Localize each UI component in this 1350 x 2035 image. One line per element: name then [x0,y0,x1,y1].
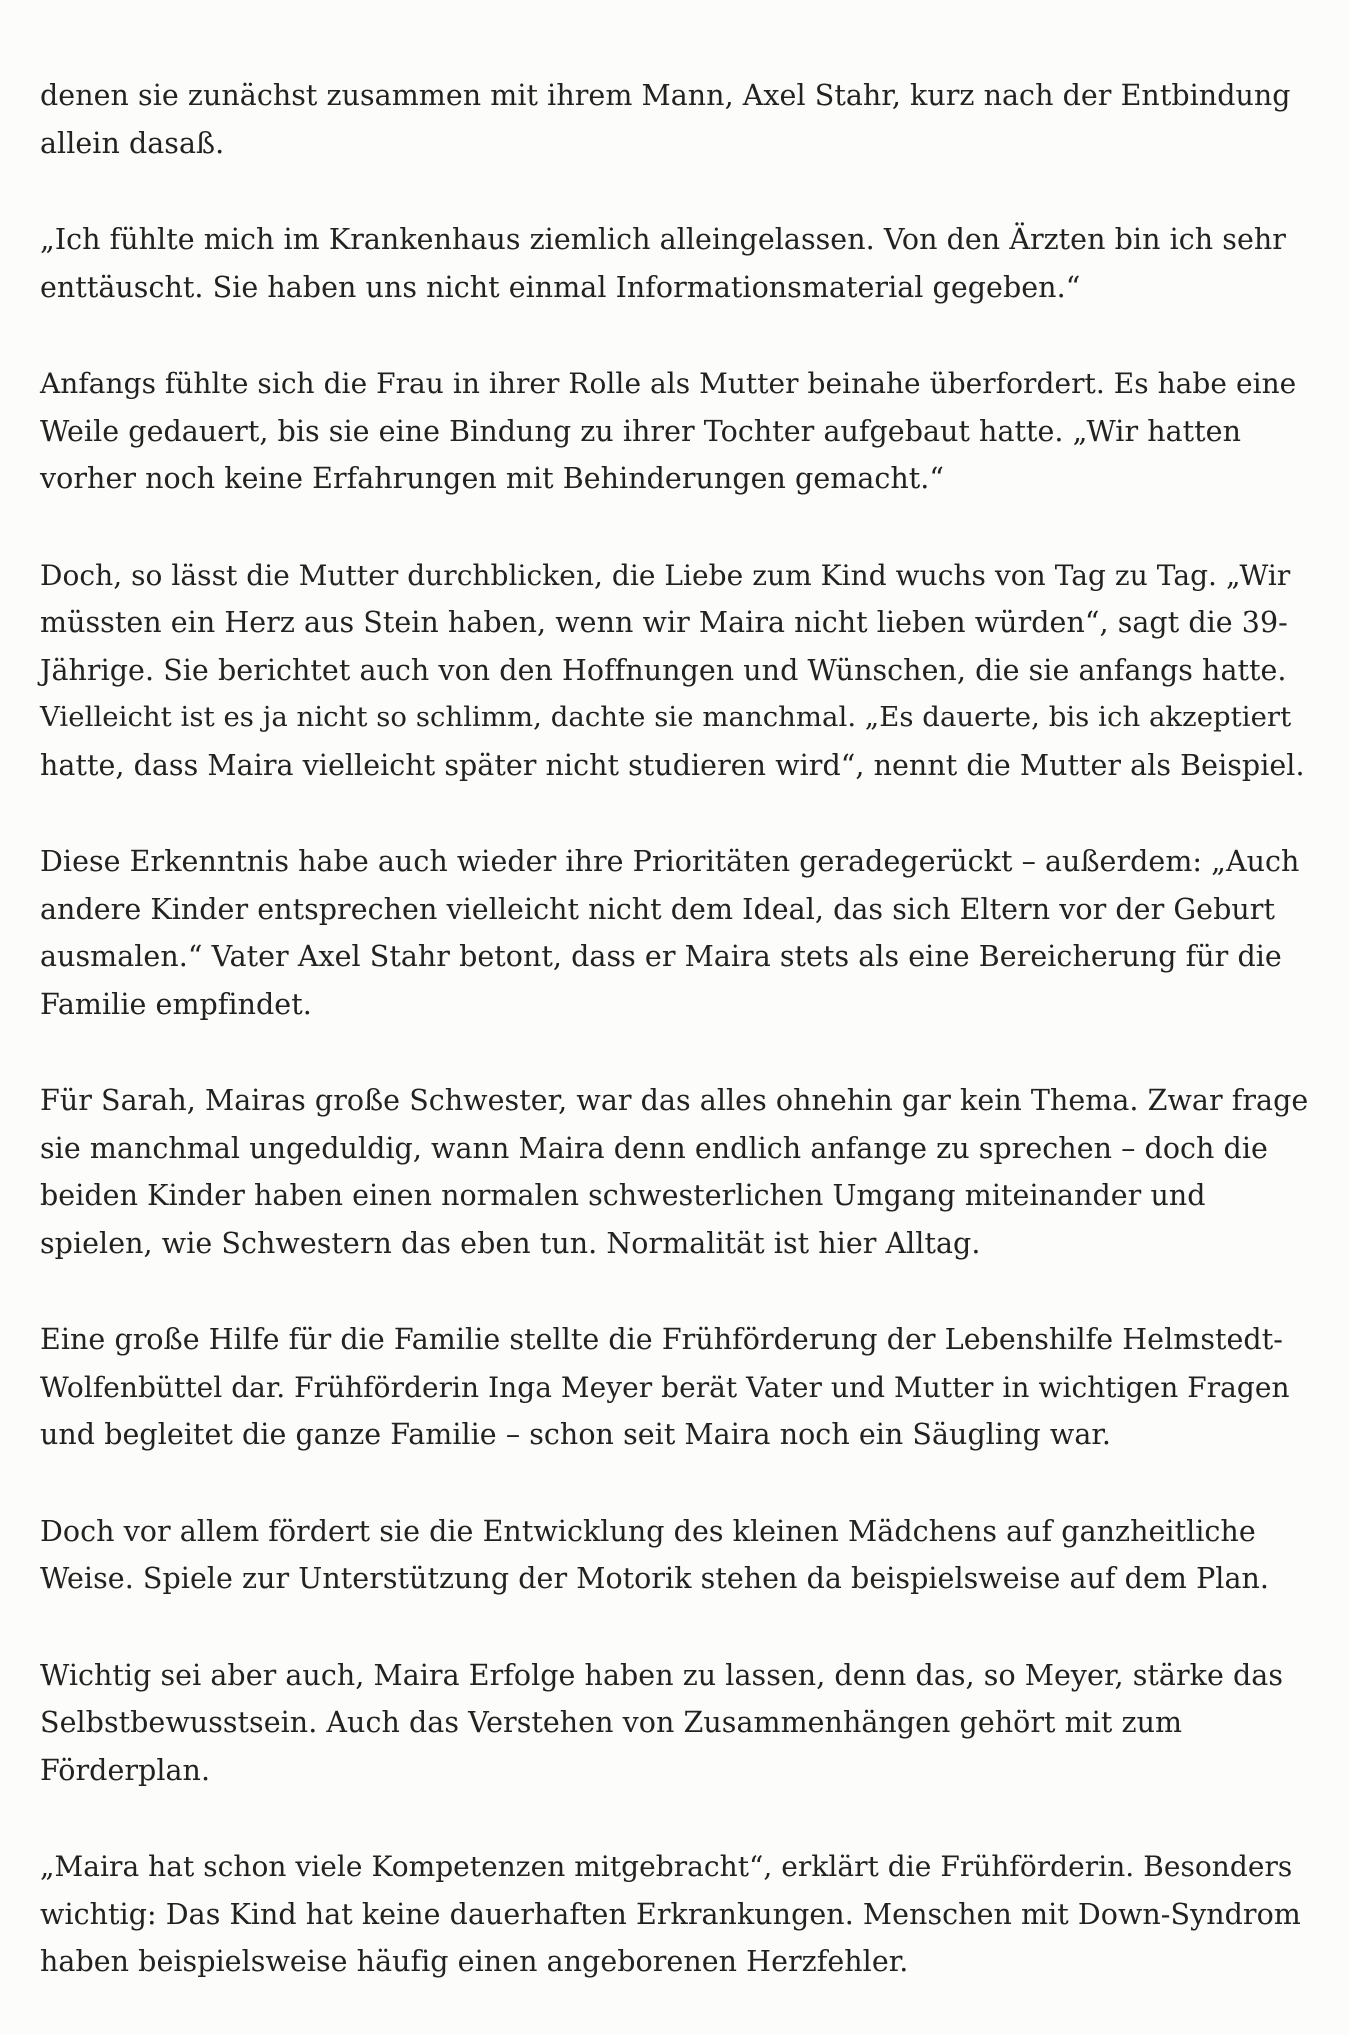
text-line: denen sie zunächst zusammen mit ihrem Mann, Axel Stahr, kurz nach der Entbindung [40,79,1291,112]
text-line: Vielleicht ist es ja nicht so schlimm, dachte sie manchmal. „Es dauerte, bis ich akzeptiert [40,701,1292,733]
text-line: enttäuscht. Sie haben uns nicht einmal Informationsmaterial gegeben.“ [40,270,1081,304]
paragraph [40,552,1310,790]
paragraph [40,216,1310,311]
paragraph [40,1508,1310,1603]
text-line: Familie empfindet. [40,987,312,1021]
text-line: spielen, wie Schwestern das eben tun. Normalität ist hier Alltag. [40,1226,981,1260]
text-line: müssten ein Herz aus Stein haben, wenn wir Maira nicht lieben würden“, sagt die 39- [40,606,1288,639]
text-line: „Maira hat schon viele Kompetenzen mitgebracht“, erklärt die Frühförderin. Besonders [40,1850,1293,1883]
paragraph [40,1843,1310,1986]
document-page [40,72,1310,2035]
text-line: haben beispielsweise häufig einen angeborenen Herzfehler. [40,1945,909,1978]
text-line: Jährige. Sie berichtet auch von den Hoffnungen und Wünschen, die sie anfangs hatte. [40,653,1287,687]
text-line: und begleitet die ganze Familie – schon seit Maira noch ein Säugling war. [40,1418,1112,1451]
text-line: allein dasaß. [40,126,225,160]
paragraph [40,1077,1310,1267]
paragraph [40,1316,1310,1459]
text-line: Weise. Spiele zur Unterstützung der Motorik stehen da beispielsweise auf dem Plan. [40,1562,1270,1595]
text-line: Diese Erkenntnis habe auch wieder ihre Prioritäten geradegerückt – außerdem: „Auch [40,845,1300,878]
paragraph [40,72,1310,167]
text-line: Selbstbewusstsein. Auch das Verstehen von Zusammenhängen gehört mit zum [40,1706,1183,1739]
text-line: Förderplan. [40,1753,211,1787]
text-line: ausmalen.“ Vater Axel Stahr betont, dass er Maira stets als eine Bereicherung für die [40,940,1282,973]
text-line: Für Sarah, Mairas große Schwester, war das alles ohnehin gar kein Thema. Zwar frage [40,1084,1309,1117]
text-line: Anfangs fühlte sich die Frau in ihrer Rolle als Mutter beinahe überfordert. Es habe eine [40,367,1297,400]
text-line: Wolfenbüttel dar. Frühförderin Inga Meyer berät Vater und Mutter in wichtigen Fragen [40,1370,1290,1404]
text-line: Weile gedauert, bis sie eine Bindung zu ihrer Tochter aufgebaut hatte. „Wir hatten [40,414,1242,448]
text-line: Eine große Hilfe für die Familie stellte die Frühförderung der Lebenshilfe Helmstedt- [40,1323,1283,1356]
text-line: Doch vor allem fördert sie die Entwicklung des kleinen Mädchens auf ganzheitliche [40,1514,1256,1548]
text-line: sie manchmal ungeduldig, wann Maira denn endlich anfange zu sprechen – doch die [40,1131,1268,1165]
text-line: vorher noch keine Erfahrungen mit Behinderungen gemacht.“ [40,462,945,495]
text-line: hatte, dass Maira vielleicht später nicht studieren wird“, nennt die Mutter als Beispiel. [40,748,1305,782]
paragraph [40,1652,1310,1795]
paragraph [40,838,1310,1028]
paragraph [40,360,1310,503]
text-line: wichtig: Das Kind hat keine dauerhaften Erkrankungen. Menschen mit Down-Syndrom [40,1897,1301,1931]
text-line: „Ich fühlte mich im Krankenhaus ziemlich alleingelassen. Von den Ärzten bin ich sehr [40,223,1286,256]
text-line: beiden Kinder haben einen normalen schwesterlichen Umgang miteinander und [40,1179,1206,1212]
text-line: andere Kinder entsprechen vielleicht nicht dem Ideal, das sich Eltern vor der Geburt [40,892,1275,926]
text-line: Doch, so lässt die Mutter durchblicken, die Liebe zum Kind wuchs von Tag zu Tag. „Wir [40,558,1291,592]
text-line: Wichtig sei aber auch, Maira Erfolge haben zu lassen, denn das, so Meyer, stärke das [40,1658,1283,1692]
